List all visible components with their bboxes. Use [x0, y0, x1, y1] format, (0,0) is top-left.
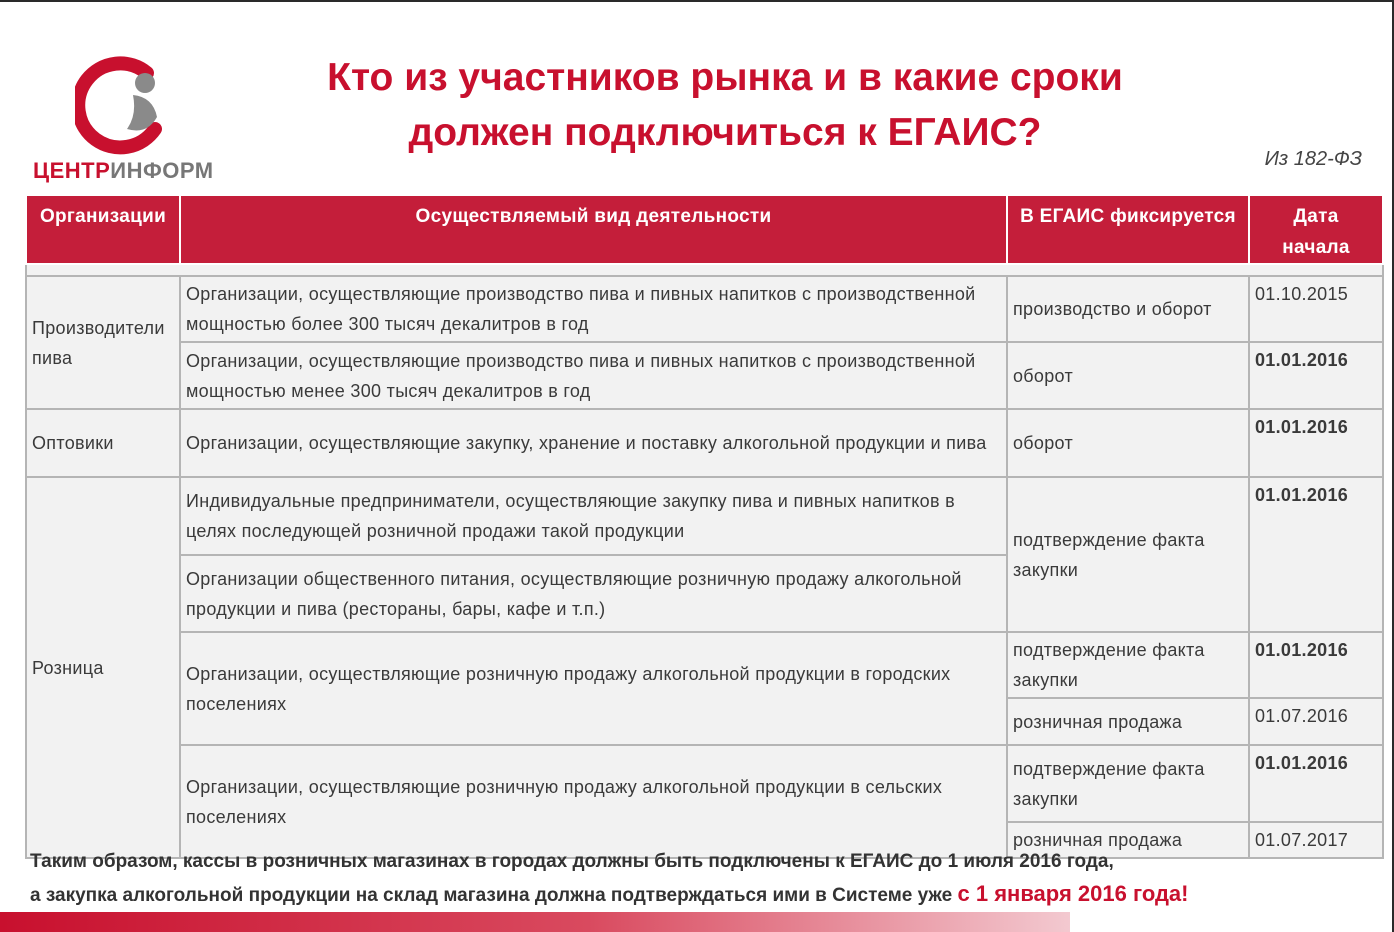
table-row: [26, 632, 1383, 698]
fixed-cell: оборот: [1007, 409, 1249, 477]
bottom-accent-bar: [0, 912, 1070, 932]
date-cell: 01.01.2016: [1249, 342, 1383, 409]
fixed-cell: розничная продажа: [1007, 698, 1249, 745]
logo: [30, 55, 220, 185]
frame-top-border: [0, 0, 1394, 2]
egais-table: [25, 194, 1384, 859]
activity-cell: Организации, осуществляющие производство пива и пивных напитков с производственной мощностью более 300 тысяч декалитров в год: [180, 276, 1007, 342]
page-title-line-2: должен подключиться к ЕГАИС?: [408, 111, 1042, 154]
table-row: [26, 409, 1383, 477]
activity-cell: Индивидуальные предприниматели, осуществляющие закупку пива и пивных напитков в целях последующей розничной продажи такой продукции: [180, 477, 1007, 555]
group-wholesale: Оптовики: [26, 409, 180, 477]
fixed-cell: розничная продажа: [1007, 822, 1249, 858]
logo-ring-icon: [75, 55, 175, 155]
date-cell: 01.07.2016: [1249, 698, 1383, 745]
fixed-cell: производство и оборот: [1007, 276, 1249, 342]
date-cell: 01.01.2016: [1249, 477, 1383, 632]
page-title: [230, 50, 1220, 160]
date-cell: 01.10.2015: [1249, 276, 1383, 342]
footer-highlight: с 1 января 2016 года!: [957, 881, 1189, 906]
fixed-cell: подтверждение факта закупки: [1007, 745, 1249, 822]
footer-line-2: а закупка алкогольной продукции на склад магазина должна подтверждаться ими в Системе уже с 1 января 2016 года!: [30, 881, 1189, 906]
law-reference: Из 182-ФЗ: [1264, 148, 1362, 170]
logo-wordmark: ЦЕНТРИНФОРМ: [33, 158, 214, 183]
footer-note: [30, 846, 1370, 912]
table-header-row: [26, 195, 1383, 264]
activity-cell: Организации общественного питания, осуществляющие розничную продажу алкогольной продукции и пива (рестораны, бары, кафе и т.п.): [180, 555, 1007, 632]
date-cell: 01.01.2016: [1249, 745, 1383, 822]
header-start-date: Дата начала: [1249, 195, 1383, 264]
header-organizations: Организации: [26, 195, 180, 264]
activity-cell: Организации, осуществляющие производство пива и пивных напитков с производственной мощностью менее 300 тысяч декалитров в год: [180, 342, 1007, 409]
page-title-line-1: Кто из участников рынка и в какие сроки: [327, 56, 1123, 99]
table-row: [26, 745, 1383, 822]
group-beer-producers: Производители пива: [26, 276, 180, 409]
footer-line-1: Таким образом, кассы в розничных магазинах в городах должны быть подключены к ЕГАИС до 1 июля 2016 года,: [30, 851, 1114, 872]
table-row: [26, 276, 1383, 342]
table-row: [26, 477, 1383, 555]
fixed-cell: подтверждение факта закупки: [1007, 477, 1249, 632]
group-retail: Розница: [26, 477, 180, 858]
date-cell: 01.01.2016: [1249, 632, 1383, 698]
fixed-cell: подтверждение факта закупки: [1007, 632, 1249, 698]
date-cell: 01.07.2017: [1249, 822, 1383, 858]
fixed-cell: оборот: [1007, 342, 1249, 409]
activity-cell: Организации, осуществляющие розничную продажу алкогольной продукции в сельских поселениях: [180, 745, 1007, 858]
activity-cell: Организации, осуществляющие розничную продажу алкогольной продукции в городских поселениях: [180, 632, 1007, 745]
header-activity: Осуществляемый вид деятельности: [180, 195, 1007, 264]
date-cell: 01.01.2016: [1249, 409, 1383, 477]
table-row: [26, 342, 1383, 409]
activity-cell: Организации, осуществляющие закупку, хранение и поставку алкогольной продукции и пива: [180, 409, 1007, 477]
header-fixed: В ЕГАИС фиксируется: [1007, 195, 1249, 264]
